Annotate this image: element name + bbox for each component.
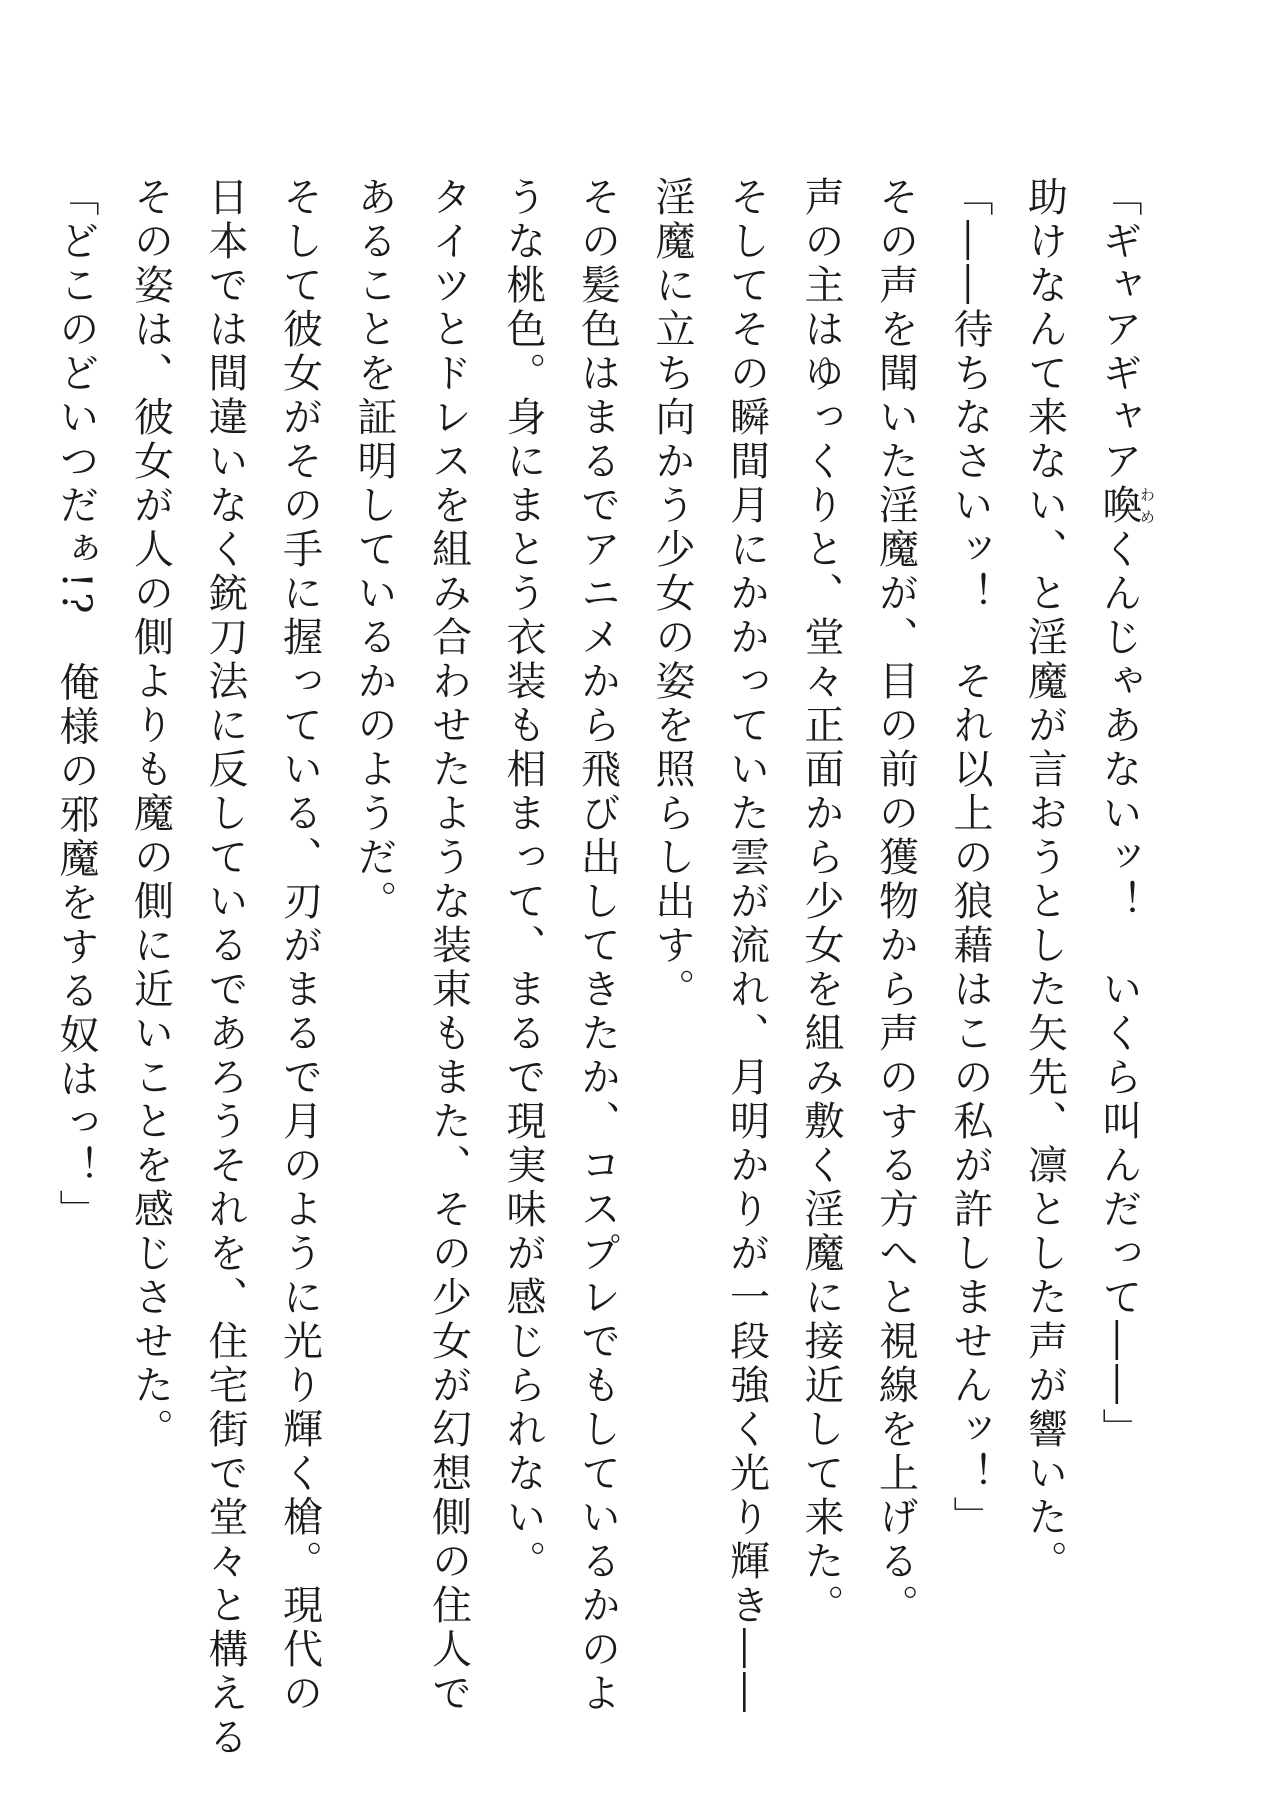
text-line-14: その姿は、彼女が人の側よりも魔の側に近いことを感じさせた。 <box>127 176 174 1452</box>
text-line-5: 声の主はゆっくりと、堂々正面から少女を組み敷く淫魔に接近して来た。 <box>798 176 844 1628</box>
text-line-1-suffix: くんじゃあないッ！ いくら叫んだって――」 <box>1096 528 1142 1452</box>
text-line-1-prefix: 「ギャアギャア <box>1096 176 1142 484</box>
ruby-reading: わめ <box>1138 484 1156 528</box>
text-line-7: 淫魔に立ち向かう少女の姿を照らし出す。 <box>649 176 695 1012</box>
text-line-6: そしてその瞬間月にかかっていた雲が流れ、月明かりが一段強く光り輝き―― <box>723 176 770 1716</box>
text-line-9: うな桃色。身にまとう衣装も相まって、まるで現実味が感じられない。 <box>500 176 546 1584</box>
text-line-13: 日本では間違いなく銃刀法に反しているであろうそれを、住宅街で堂々と構える <box>202 176 248 1760</box>
text-line-1 <box>1082 176 1157 1776</box>
text-line-10: タイツとドレスを組み合わせたような装束もまた、その少女が幻想側の住人で <box>425 176 472 1716</box>
text-line-2: 助けなんて来ない、と淫魔が言おうとした矢先、凛とした声が響いた。 <box>1021 176 1068 1584</box>
text-line-4: その声を聞いた淫魔が、目の前の獲物から声のする方へと視線を上げる。 <box>872 176 919 1628</box>
text-line-11: あることを証明しているかのようだ。 <box>351 176 397 924</box>
vertical-text-body <box>39 176 1157 1776</box>
text-line-8: その髪色はまるでアニメから飛び出してきたか、コスプレでもしているかのよ <box>574 176 621 1716</box>
text-line-3: 「――待ちなさいッ！ それ以上の狼藉はこの私が許しませんッ！」 <box>947 176 993 1540</box>
text-line-12: そして彼女がその手に握っている、刃がまるで月のように光り輝く槍。現代の <box>276 176 323 1716</box>
ruby-base: 喚 <box>1096 484 1142 528</box>
ruby-word <box>1096 484 1156 528</box>
text-line-15: 「どこのどいつだぁ!? 俺様の邪魔をする奴はっ！」 <box>53 176 99 1234</box>
